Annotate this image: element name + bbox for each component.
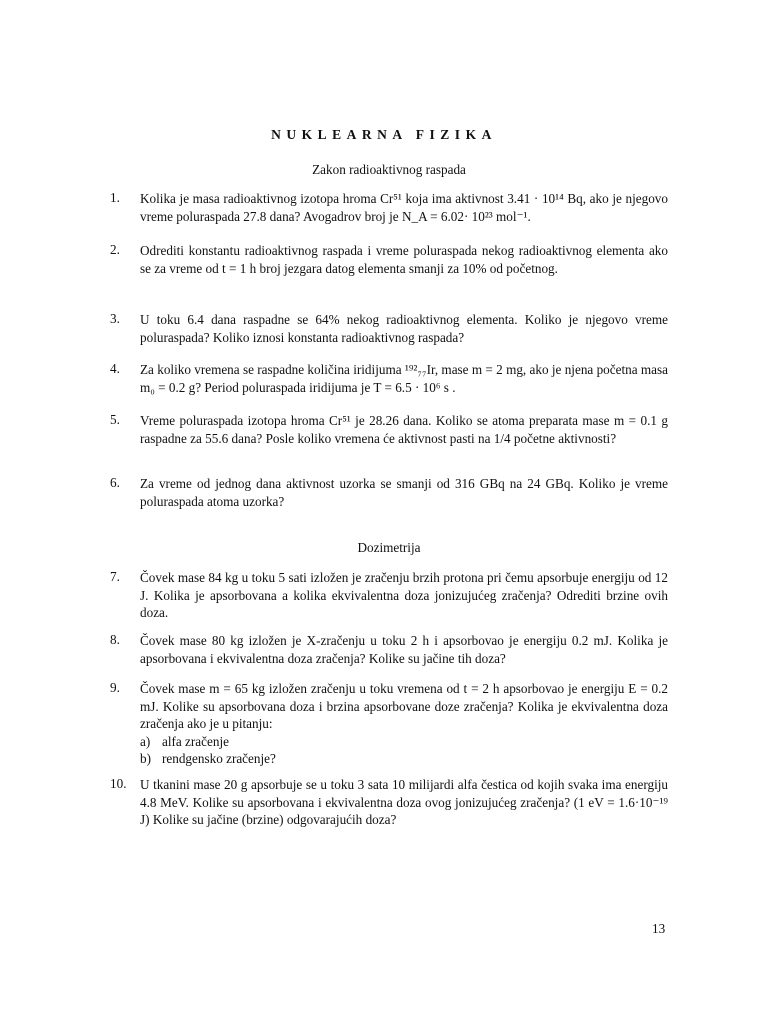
option-text: alfa zračenje (162, 733, 229, 749)
problem-text: Čovek mase 80 kg izložen je X-zračenju u toku 2 h i apsorbovao je energiju 0.2 mJ. Kolika je apsorbovana i ekvivalentna doza zračenja? Kolike su jačine tih doza? (140, 633, 668, 666)
problem-number: 6. (110, 475, 120, 490)
problem-text: Za vreme od jednog dana aktivnost uzorka se smanji od 316 GBq na 24 GBq. Koliko je vreme poluraspada atoma uzorka? (140, 476, 668, 509)
option-item (140, 750, 668, 768)
option-label: a) (140, 733, 151, 749)
problem-number: 1. (110, 190, 120, 205)
option-text: rendgensko zračenje? (162, 751, 276, 766)
page-title: NUKLEARNA FIZIKA (271, 127, 497, 142)
problem-number: 7. (110, 569, 120, 584)
problem-text: Za koliko vremena se raspadne količina iridijuma ¹⁹²₇₇Ir, mase m = 2 mg, ako je njena početna masa m₀ = 0.2 g? Period poluraspada iridijuma je T = 6.5 · 10⁶ s . (140, 362, 668, 395)
problem-text: U tkanini mase 20 g apsorbuje se u toku 3 sata 10 milijardi alfa čestica od kojih svaka ima energiju 4.8 MeV. Kolike su apsorbovana i ekvivalentna doza ovog jonizujućeg zračenja? (1 eV = 1.6·10⁻¹⁹ J) Kolike su jačine (brzine) odgovarajućih doza? (140, 777, 668, 827)
problem-text: Odrediti konstantu radioaktivnog raspada i vreme poluraspada nekog radioaktivnog elementa ako se za vreme od t = 1 h broj jezgara datog elementa smanji za 10% od početnog. (140, 243, 668, 276)
section-heading-dosimetry: Dozimetrija (357, 540, 421, 555)
problem-number: 3. (110, 311, 120, 326)
problem-text: Kolika je masa radioaktivnog izotopa hroma Cr⁵¹ koja ima aktivnost 3.41 · 10¹⁴ Bq, ako je njegovo vreme poluraspada 27.8 dana? Avogadrov broj je N_A = 6.02· 10²³ mol⁻¹. (140, 191, 668, 224)
problem-text: Čovek mase 84 kg u toku 5 sati izložen je zračenju brzih protona pri čemu apsorbuje energiju od 12 J. Kolika je apsorbovana a kolika ekvivalentna doza jonizujućeg zračenja? Odrediti brzine ovih doza. (140, 570, 668, 620)
section-heading-radioactive-decay: Zakon radioaktivnog raspada (312, 162, 466, 177)
problem-number: 8. (110, 632, 120, 647)
problem-text: U toku 6.4 dana raspadne se 64% nekog radioaktivnog elementa. Koliko je njegovo vreme poluraspada? Koliko iznosi konstanta radioaktivnog raspada? (140, 312, 668, 345)
problem-number: 9. (110, 680, 120, 695)
option-label: b) (140, 751, 151, 766)
page-number: 13 (652, 921, 666, 936)
problem-number: 4. (110, 361, 120, 376)
problem-number: 2. (110, 242, 120, 257)
problem-body (140, 680, 668, 768)
answer-options (140, 733, 668, 768)
problem-text: Vreme poluraspada izotopa hroma Cr⁵¹ je 28.26 dana. Koliko se atoma preparata mase m = 0.1 g raspadne za 55.6 dana? Posle koliko vremena će aktivnost pasti na 1/4 početne aktivnosti? (140, 413, 668, 446)
problem-number: 5. (110, 412, 120, 427)
option-item (140, 733, 668, 751)
problem-text: Čovek mase m = 65 kg izložen zračenju u toku vremena od t = 2 h apsorbovao je energiju E = 0.2 mJ. Kolike su apsorbovana doza i brzina apsorbovane doze zračenja? Kolika je ekvivalentna doza zračenja ako je u pitanju: (140, 681, 668, 731)
problem-number: 10. (110, 776, 127, 791)
